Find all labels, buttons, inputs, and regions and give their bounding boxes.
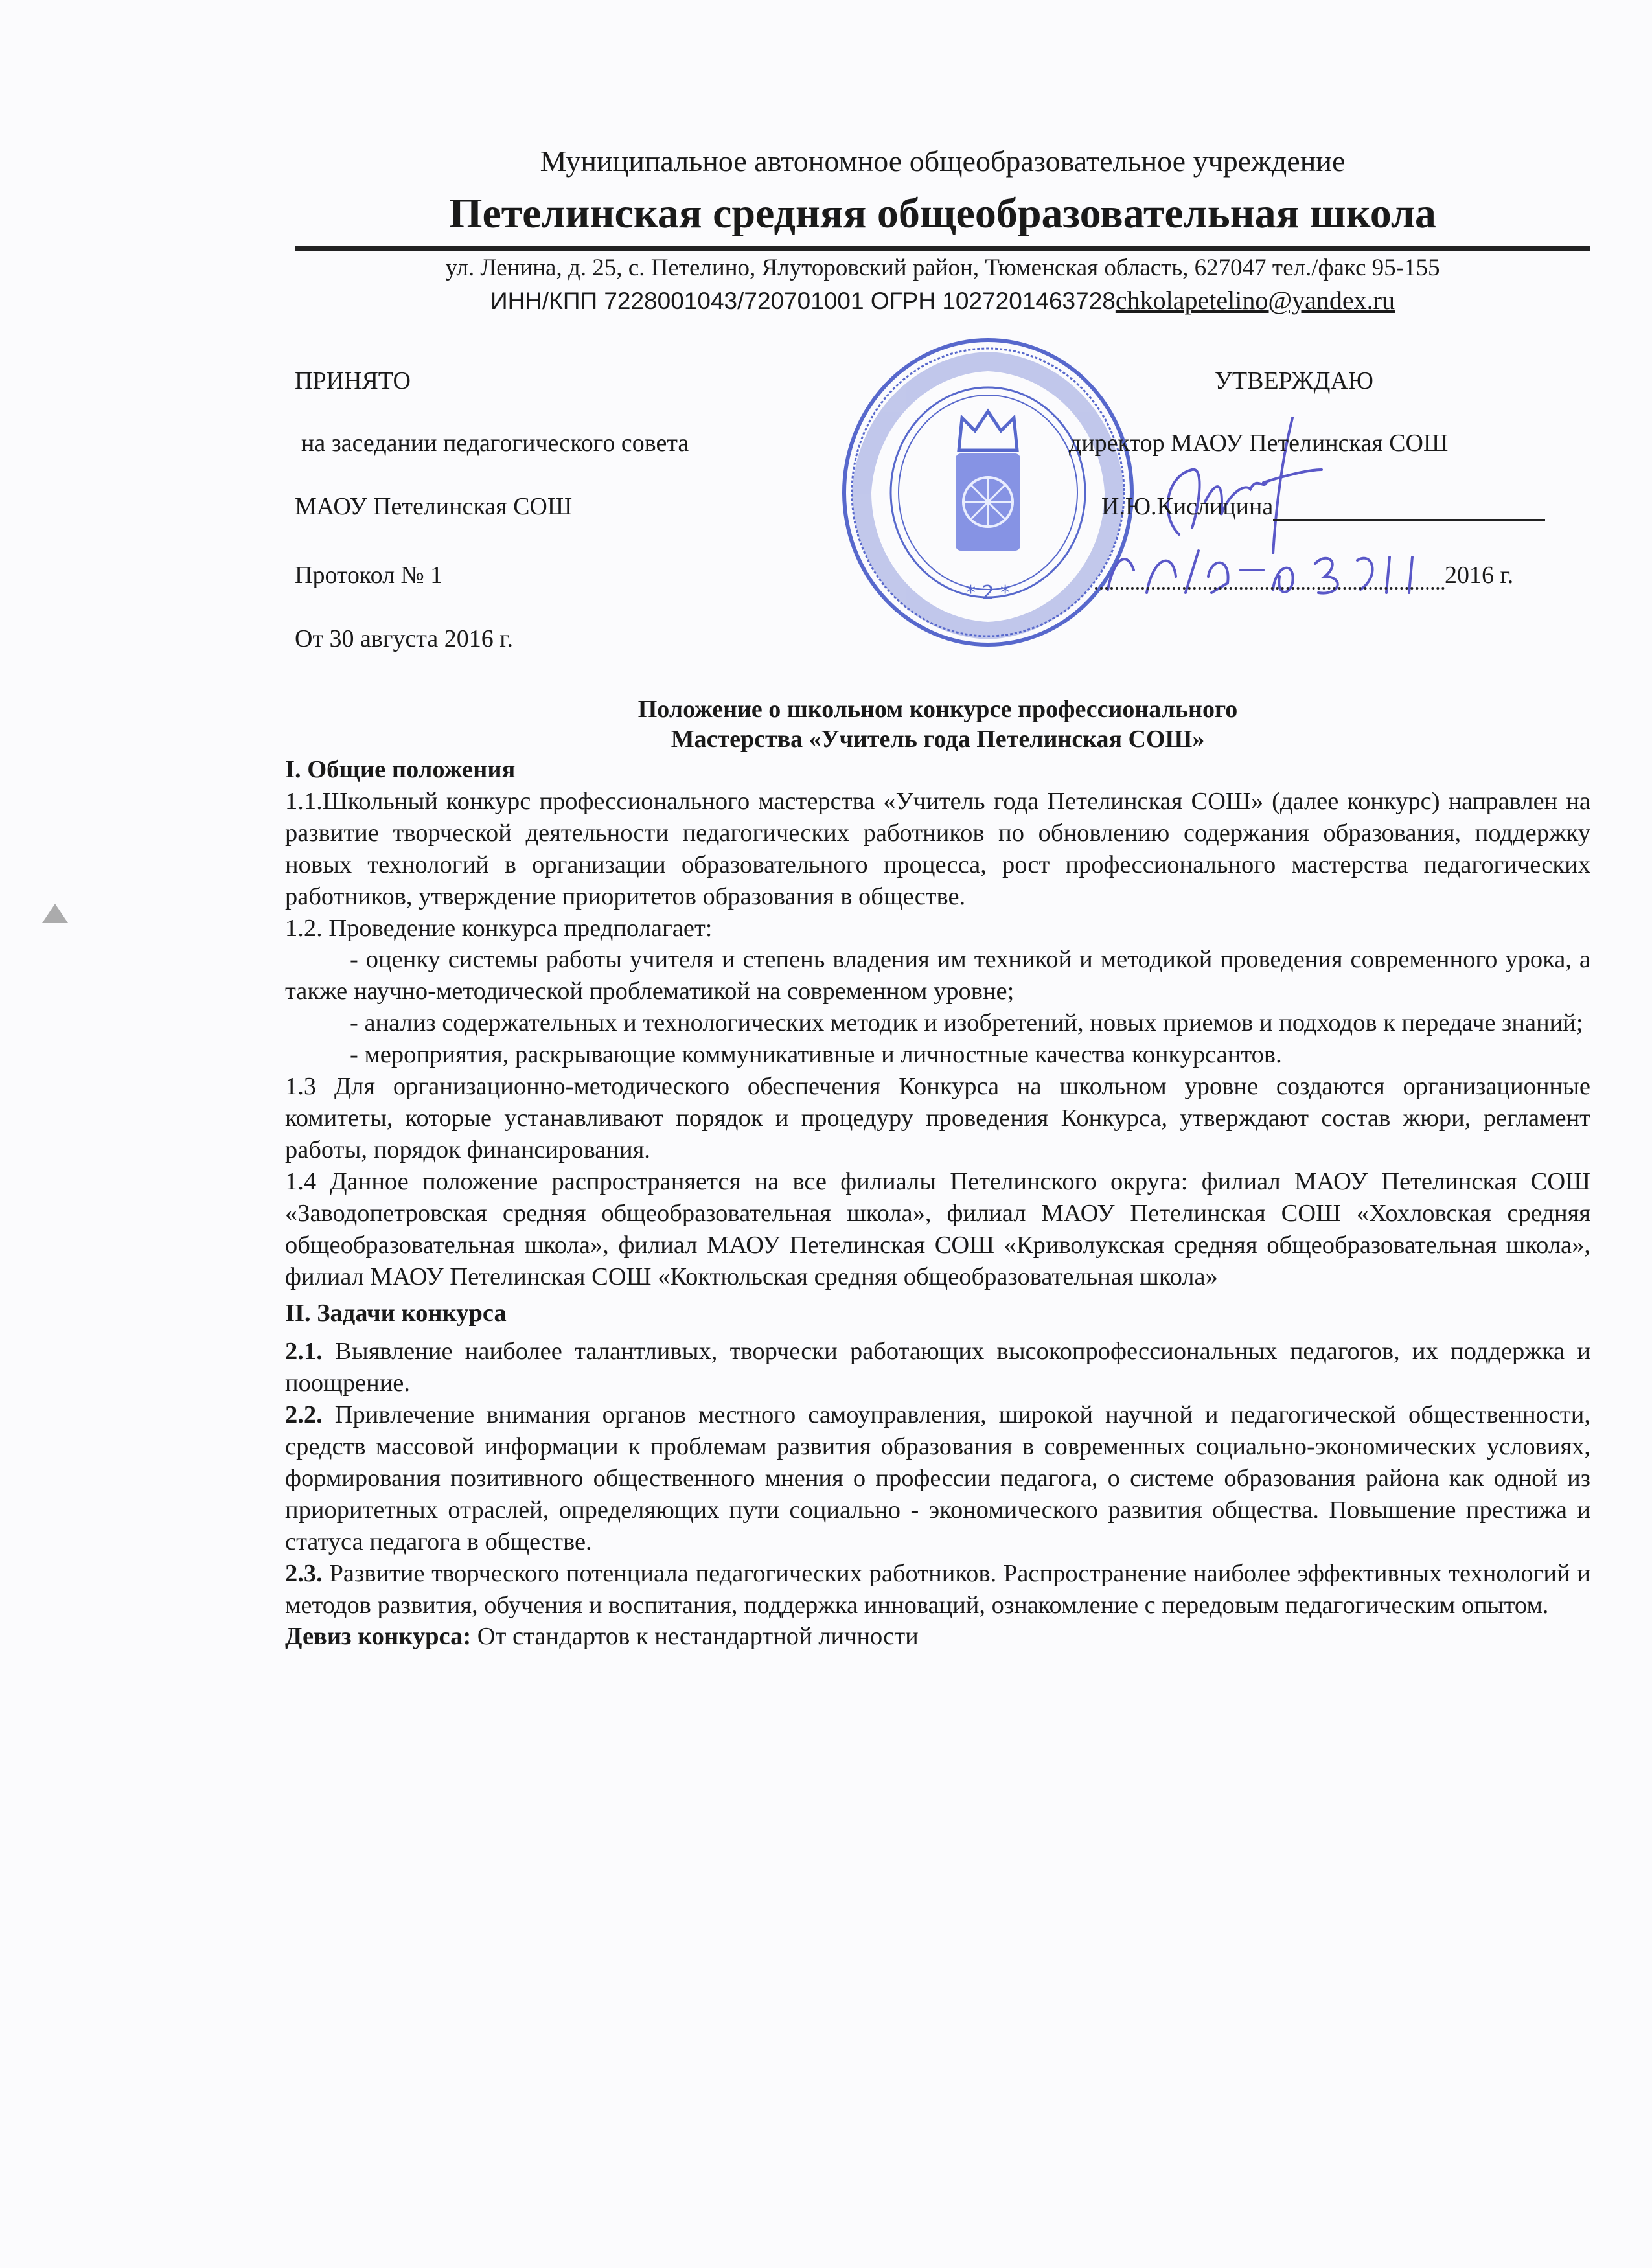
contest-motto [285, 1621, 1590, 1653]
requisites-text: ИНН/КПП 7228001043/720701001 ОГРН 1027201463728 [490, 288, 1116, 314]
letterhead-divider [295, 246, 1590, 251]
document-body [285, 754, 1590, 1653]
document-title [285, 694, 1590, 754]
motto-label: Девиз конкурса: [285, 1623, 472, 1651]
scan-smudge [39, 900, 71, 926]
approved-director: директор МАОУ Петелинская СОШ [1069, 430, 1449, 457]
list-item-1-2-b: - анализ содержательных и технологических методик и изобретений, новых приемов и подходов к передаче знаний; [350, 1009, 1583, 1037]
paragraph-2-3-text: Развитие творческого потенциала педагогических работников. Распространение наиболее эффективных технологий и методов развития, обучения и воспитания, поддержка инноваций, ознакомление с передовым педагогическим опытом. [285, 1559, 1590, 1619]
paragraph-2-1-text: Выявление наиболее талантливых, творчески работающих высокопрофессиональных педагогов, их поддержка и поощрение. [285, 1338, 1590, 1397]
approved-heading: УТВЕРЖДАЮ [1215, 367, 1373, 395]
director-name: И.Ю.Кислицина [1101, 493, 1274, 520]
accepted-school: МАОУ Петелинская СОШ [295, 493, 573, 520]
approved-date-row [1095, 561, 1513, 590]
svg-text:* 2 *: * 2 * [965, 582, 1011, 604]
motto-text: От стандартов к нестандартной личности [471, 1623, 919, 1651]
paragraph-2-3 [285, 1558, 1590, 1621]
paragraph-2-1-number: 2.1. [285, 1338, 323, 1366]
paragraph-1-2: 1.2. Проведение конкурса предполагает: [285, 914, 713, 942]
section-2-heading: II. Задачи конкурса [285, 1300, 507, 1327]
organization-type: Муниципальное автономное общеобразовательное учреждение [540, 144, 1346, 178]
approved-name-row [1101, 492, 1545, 521]
accepted-council: на заседании педагогического совета [301, 430, 689, 457]
list-item-1-2-a: - оценку системы работы учителя и степень владения им техникой и методикой проведения современного урока, а также научно-методической проблематикой на современном уровне; [285, 946, 1590, 1005]
paragraph-1-3: 1.3 Для организационно-методического обеспечения Конкурса на школьном уровне создаются организационные комитеты, которые устанавливают порядок и процедуру проведения Конкурса, утверждают состав жюри, регламент работы, порядок финансирования. [285, 1073, 1590, 1163]
paragraph-2-3-number: 2.3. [285, 1559, 323, 1587]
document-title-line2: Мастерства «Учитель года Петелинская СОШ» [671, 726, 1205, 753]
date-dotted-line [1095, 567, 1445, 590]
document-title-line1: Положение о школьном конкурсе профессионального [637, 696, 1238, 723]
paragraph-2-2-number: 2.2. [285, 1401, 323, 1429]
paragraph-2-2 [285, 1399, 1590, 1558]
school-name: Петелинская средняя общеобразовательная школа [449, 190, 1436, 237]
list-item-1-2-c: - мероприятия, раскрывающие коммуникативные и личностные качества конкурсантов. [350, 1041, 1282, 1069]
approved-year: 2016 г. [1445, 562, 1514, 589]
official-stamp [832, 334, 1143, 651]
school-requisites [295, 285, 1590, 315]
paragraph-2-2-text: Привлечение внимания органов местного самоуправления, широкой научной и педагогической общественности, средств массовой информации к проблемам развития образования в современных социально-экономических условиях, формирования позитивного общественного мнения о профессии педагога, о системе образования района как одной из приоритетных отраслей, определяющих пути социально - экономического развития общества. Повышение престижа и статуса педагога в обществе. [285, 1401, 1590, 1555]
paragraph-2-1 [285, 1336, 1590, 1399]
school-address: ул. Ленина, д. 25, с. Петелино, Ялуторовский район, Тюменская область, 627047 тел./факс 95-155 [445, 255, 1440, 281]
email-link[interactable]: chkolapetelino@yandex.ru [1115, 286, 1395, 315]
accepted-date: От 30 августа 2016 г. [295, 625, 514, 652]
signature-line [1273, 496, 1545, 521]
accepted-protocol: Протокол № 1 [295, 562, 443, 589]
paragraph-1-1: 1.1.Школьный конкурс профессионального мастерства «Учитель года Петелинская СОШ» (далее конкурс) направлен на развитие творческой деятельности педагогических работников по обновлению содержания образования, поддержку новых технологий в организации образовательного процесса, рост профессионального мастерства педагогических работников, утверждение приоритетов образования в обществе. [285, 787, 1590, 910]
paragraph-1-4: 1.4 Данное положение распространяется на все филиалы Петелинского округа: филиал МАОУ Петелинская СОШ «Заводопетровская средняя общеобразовательная школа», филиал МАОУ Петелинская СОШ «Хохловская средняя общеобразовательная школа», филиал МАОУ Петелинская СОШ «Криволукская средняя общеобразовательная школа», филиал МАОУ Петелинская СОШ «Коктюльская средняя общеобразовательная школа» [285, 1167, 1590, 1290]
accepted-heading: ПРИНЯТО [295, 367, 411, 395]
section-1-heading: I. Общие положения [285, 756, 516, 783]
